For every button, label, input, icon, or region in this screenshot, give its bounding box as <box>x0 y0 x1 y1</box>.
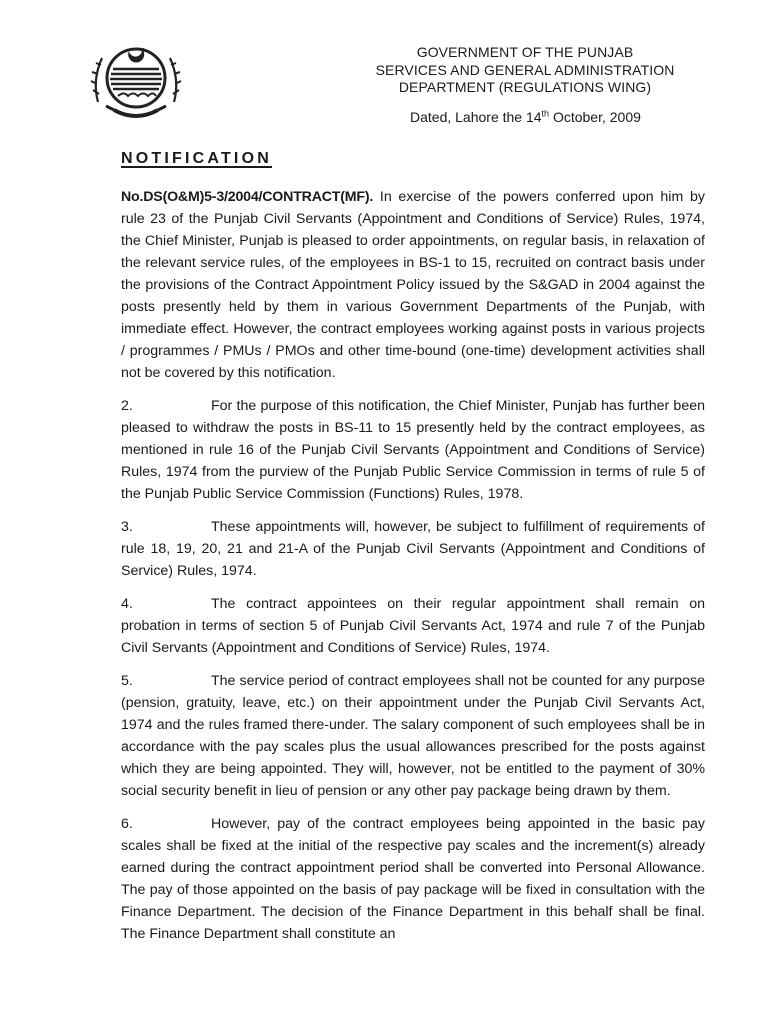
date-prefix: Dated, Lahore the 14 <box>410 109 542 125</box>
notification-title: NOTIFICATION <box>121 150 272 167</box>
paragraph-3 <box>121 516 705 582</box>
header-line-services: SERVICES AND GENERAL ADMINISTRATION <box>375 61 675 78</box>
date-suffix: th <box>541 108 550 119</box>
paragraph-text: The contract appointees on their regular appointment shall remain on probation in terms of section 5 of Punjab Civil Servants Act, 1974 and rule 7 of the Punjab Civil Servants (Appointment and Conditions of Service) Rules, 1974. <box>121 596 705 656</box>
date-line <box>410 109 641 125</box>
paragraph-text: The service period of contract employees shall not be counted for any purpose (pension, gratuity, leave, etc.) on their appointment under the Punjab Civil Servants Act, 1974 and the rules framed there-under. The salary component of such employees shall be in accordance with the pay scales plus the usual allowances prescribed for the posts against which they are being appointed. They will, however, not be entitled to the payment of 30% social security benefit in lieu of pension or any other pay package being drawn by them. <box>121 673 705 799</box>
paragraph-number: 5. <box>121 673 133 689</box>
paragraph-6 <box>121 813 705 945</box>
paragraph-number: 3. <box>121 519 133 535</box>
paragraph-text: In exercise of the powers conferred upon him by rule 23 of the Punjab Civil Servants (Appointment and Conditions of Service) Rules, 1974, the Chief Minister, Punjab is pleased to order appointments, on regular basis, in relaxation of the relevant service rules, of the employees in BS-1 to 15, recruited on contract basis under the provisions of the Contract Appointment Policy issued by the S&GAD in 2004 against the posts presently held by them in various Government Departments of the Punjab, with immediate effect. However, the contract employees working against posts in various projects / programmes / PMUs / PMOs and other time-bound (one-time) development activities shall not be covered by this notification. <box>121 189 705 381</box>
date-rest: October, 2009 <box>549 109 641 125</box>
paragraph-2 <box>121 395 705 505</box>
paragraph-text: However, pay of the contract employees being appointed in the basic pay scales shall be fixed at the initial of the respective pay scales and the increment(s) already earned during the contract appointment period shall be converted into Personal Allowance. The pay of those appointed on the basis of pay package will be fixed in consultation with the Finance Department. The decision of the Finance Department in this behalf shall be final. The Finance Department shall constitute an <box>121 816 705 942</box>
paragraph-5 <box>121 670 705 802</box>
notification-body <box>121 186 705 956</box>
paragraph-text: For the purpose of this notification, the Chief Minister, Punjab has further been pleased to withdraw the posts in BS-11 to 15 presently held by the contract employees, as mentioned in rule 16 of the Punjab Civil Servants (Appointment and Conditions of Service) Rules, 1974 from the purview of the Punjab Public Service Commission in terms of rule 5 of the Punjab Public Service Commission (Functions) Rules, 1978. <box>121 398 705 502</box>
department-header <box>350 44 700 97</box>
paragraph-number: 6. <box>121 816 133 832</box>
punjab-government-emblem-icon <box>88 36 184 120</box>
paragraph-4 <box>121 593 705 659</box>
paragraph-number: 4. <box>121 596 133 612</box>
paragraph-number: 2. <box>121 398 133 414</box>
reference-number: No.DS(O&M)5-3/2004/CONTRACT(MF). <box>121 189 374 205</box>
header-line-government: GOVERNMENT OF THE PUNJAB <box>416 44 634 60</box>
paragraph-text: These appointments will, however, be subject to fulfillment of requirements of rule 18, 19, 20, 21 and 21-A of the Punjab Civil Servants (Appointment and Conditions of Service) Rules, 1974. <box>121 519 705 579</box>
paragraph-1 <box>121 186 705 384</box>
header-line-department: DEPARTMENT (REGULATIONS WING) <box>398 79 652 95</box>
